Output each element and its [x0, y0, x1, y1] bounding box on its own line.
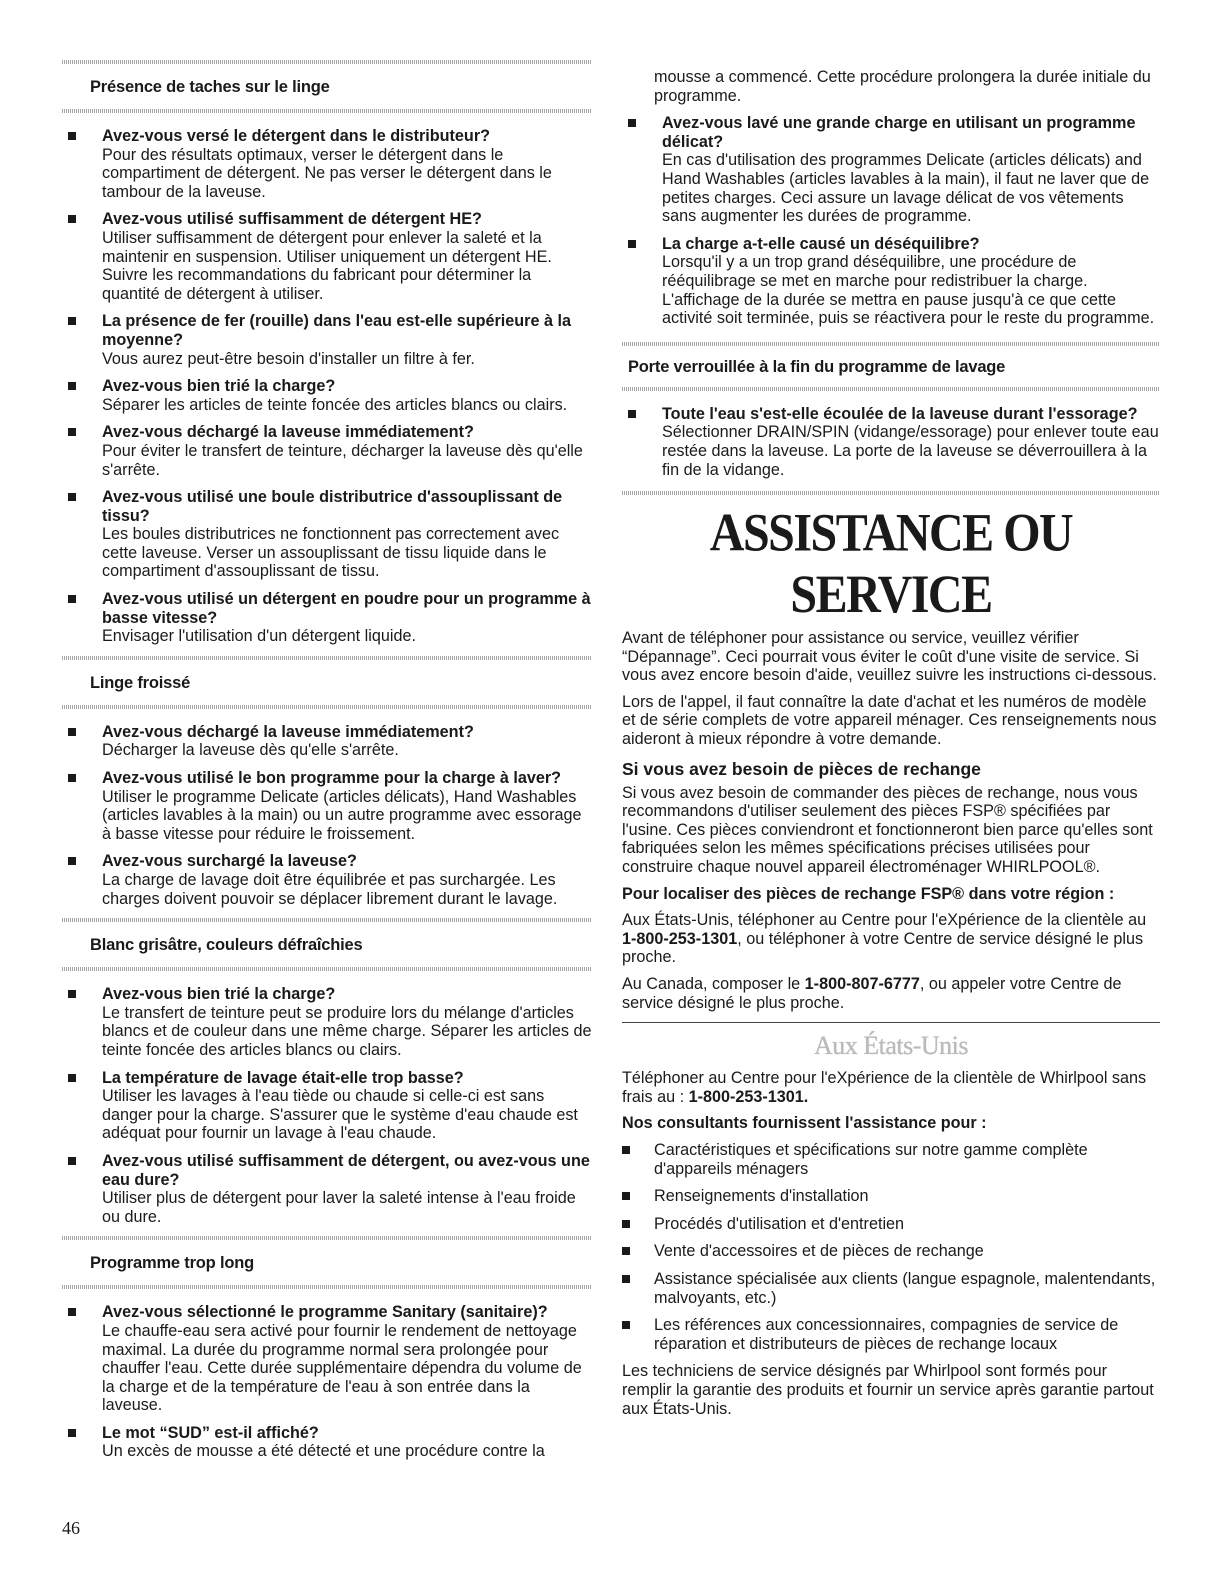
locate-heading: Pour localiser des pièces de rechange FSP® dans votre région :	[622, 884, 1115, 903]
consult-item	[622, 1141, 1160, 1178]
bullet-icon	[68, 774, 76, 782]
consult-item	[622, 1215, 1160, 1234]
item-question: Avez-vous déchargé la laveuse immédiatement?	[102, 722, 474, 741]
troubleshoot-item	[62, 312, 592, 368]
item-answer: Lorsqu'il y a un trop grand déséquilibre, une procédure de rééquilibrage se met en marche pour redistribuer la charge. L'affichage de la durée se mettra en pause jusqu'à ce que cette activité soit terminée, puis se réactivera pour le reste du programme.	[662, 253, 1155, 328]
troubleshoot-item	[62, 210, 592, 303]
bullet-icon	[68, 990, 76, 998]
item-answer: Utiliser les lavages à l'eau tiède ou chaude si celle-ci est sans danger pour la charge. S'assurer que le système d'eau chaude est adéquat pour fournir un lavage à l'eau chaude.	[102, 1087, 578, 1143]
consult-text: Renseignements d'installation	[654, 1187, 869, 1206]
item-question: Avez-vous bien trié la charge?	[102, 985, 336, 1004]
troubleshoot-item	[62, 423, 592, 479]
bullet-icon	[628, 410, 636, 418]
item-question: Avez-vous déchargé la laveuse immédiatement?	[102, 423, 474, 442]
page-title: ASSISTANCE OU SERVICE	[709, 503, 1073, 625]
consult-list	[622, 1141, 1160, 1353]
bullet-icon	[68, 132, 76, 140]
troubleshoot-item	[62, 488, 592, 581]
item-answer: Les boules distributrices ne fonctionnent pas correctement avec cette laveuse. Verser un assouplissant de tissu liquide dans le compartiment d'assouplissant de tissu.	[102, 525, 560, 581]
section-title: Présence de taches sur le linge	[90, 78, 330, 96]
troubleshoot-item	[622, 114, 1160, 226]
item-answer: Sélectionner DRAIN/SPIN (vidange/essorage) pour enlever toute eau restée dans la laveuse. La porte de la laveuse se déverrouillera à la fin de la vidange.	[662, 423, 1159, 479]
bullet-icon	[622, 1321, 630, 1329]
bullet-icon	[628, 119, 636, 127]
item-question: Avez-vous utilisé le bon programme pour la charge à laver?	[102, 769, 562, 788]
door-items	[622, 405, 1160, 479]
item-question: La charge a-t-elle causé un déséquilibre?	[662, 234, 980, 253]
bullet-icon	[68, 1074, 76, 1082]
section-divider	[62, 1285, 592, 1289]
consult-item	[622, 1270, 1160, 1307]
bullet-icon	[622, 1247, 630, 1255]
item-list	[62, 723, 592, 908]
troubleshoot-item	[622, 405, 1160, 479]
bullet-icon	[68, 1157, 76, 1165]
section-heading	[62, 1240, 592, 1285]
item-question: La température de lavage était-elle trop basse?	[102, 1068, 464, 1087]
consult-text: Procédés d'utilisation et d'entretien	[654, 1214, 905, 1233]
bullet-icon	[68, 1429, 76, 1437]
troubleshoot-item	[62, 769, 592, 843]
item-answer: Un excès de mousse a été détecté et une procédure contre la	[102, 1442, 545, 1461]
bullet-icon	[68, 317, 76, 325]
section-title: Programme trop long	[90, 1254, 254, 1273]
item-question: Avez-vous versé le détergent dans le distributeur?	[102, 127, 491, 145]
item-list	[62, 127, 592, 646]
troubleshoot-item	[62, 377, 592, 414]
section-divider	[622, 491, 1160, 495]
parts-heading: Si vous avez besoin de pièces de rechange	[622, 758, 981, 779]
item-question: Avez-vous utilisé un détergent en poudre pour un programme à basse vitesse?	[102, 590, 591, 627]
item-answer: Le transfert de teinture peut se produire lors du mélange d'articles blancs et de couleur dans une même charge. Séparer les articles de teinte foncée des articles blancs ou clairs.	[102, 1003, 592, 1059]
call-paragraph: Téléphoner au Centre pour l'eXpérience de la clientèle de Whirlpool sans frais au : 1-800-253-1301.	[622, 1069, 1147, 1106]
item-answer: Le chauffe-eau sera activé pour fournir le rendement de nettoyage maximal. La durée du programme normal sera prolongée pour chauffer l'eau. Cette durée supplémentaire dépendra du volume de la charge et de la température de l'eau à son entrée dans la laveuse.	[102, 1321, 582, 1415]
assist-paragraph-1: Avant de téléphoner pour assistance ou service, veuillez vérifier “Dépannage”. Ceci pourrait vous éviter le coût d'une visite de service. Si vous avez encore besoin d'aide, veuillez suivre les instructions ci-dessous.	[622, 629, 1157, 685]
item-question: Le mot “SUD” est-il affiché?	[102, 1423, 319, 1442]
bullet-icon	[622, 1275, 630, 1283]
bullet-icon	[68, 382, 76, 390]
consult-heading: Nos consultants fournissent l'assistance pour :	[622, 1114, 987, 1133]
section-title: Blanc grisâtre, couleurs défraîchies	[90, 936, 363, 955]
troubleshoot-item	[62, 985, 592, 1059]
section-divider	[62, 967, 592, 971]
bullet-icon	[68, 728, 76, 736]
item-question: La présence de fer (rouille) dans l'eau est-elle supérieure à la moyenne?	[102, 312, 571, 349]
item-answer: Utiliser le programme Delicate (articles délicats), Hand Washables (articles lavables à la main) ou un autre programme avec essorage à basse vitesse pour réduire le froissement.	[102, 787, 582, 843]
bullet-icon	[622, 1220, 630, 1228]
canada-phone: 1-800-807-6777	[804, 975, 920, 993]
continued-text: mousse a commencé. Cette procédure prolongera la durée initiale du programme.	[654, 68, 1151, 105]
us-paragraph: Aux États-Unis, téléphoner au Centre pour l'eXpérience de la clientèle au 1-800-253-1301, ou téléphoner à votre Centre de service désigné le plus proche.	[622, 911, 1147, 967]
left-column	[62, 60, 592, 1470]
troubleshoot-item	[62, 127, 592, 201]
assist-paragraph-2: Lors de l'appel, il faut connaître la date d'achat et les numéros de modèle et de série complets de votre appareil ménager. Ces renseignements nous aideront à mieux répondre à votre demande.	[622, 692, 1157, 749]
bullet-icon	[68, 1308, 76, 1316]
item-question: Avez-vous lavé une grande charge en utilisant un programme délicat?	[662, 114, 1136, 151]
parts-paragraph: Si vous avez besoin de commander des pièces de rechange, nous vous recommandons d'utiliser seulement des pièces FSP® spécifiées par l'usine. Ces pièces conviendront et fonctionneront bien parce qu'elles sont fabriquées selon les mêmes spécifications précises utilisées pour construire chaque nouvel appareil électroménager WHIRLPOOL®.	[622, 783, 1153, 877]
section-heading	[62, 64, 592, 109]
bullet-icon	[68, 493, 76, 501]
consult-item	[622, 1316, 1160, 1353]
section-heading	[62, 660, 592, 705]
bullet-icon	[68, 595, 76, 603]
item-answer: Décharger la laveuse dès qu'elle s'arrête.	[102, 741, 399, 760]
us-banner: Aux États-Unis	[813, 1031, 969, 1061]
item-question: Avez-vous sélectionné le programme Sanitary (sanitaire)?	[102, 1303, 548, 1322]
item-answer: En cas d'utilisation des programmes Delicate (articles délicats) and Hand Washables (articles lavables à la main), il faut ne laver que de petites charges. Ceci assure un lavage délicat de vos vêtements sans augmenter les durées de programme.	[662, 151, 1150, 226]
consult-text: Vente d'accessoires et de pièces de rechange	[654, 1242, 984, 1261]
section-heading	[62, 922, 592, 967]
continued-items	[622, 114, 1160, 328]
section-divider	[62, 705, 592, 709]
closing-paragraph: Les techniciens de service désignés par Whirlpool sont formés pour remplir la garantie des produits et fournir un service après garantie partout aux États-Unis.	[622, 1362, 1154, 1418]
item-question: Avez-vous surchargé la laveuse?	[102, 852, 357, 871]
item-question: Toute l'eau s'est-elle écoulée de la laveuse durant l'essorage?	[662, 404, 1138, 423]
troubleshoot-item	[62, 852, 592, 908]
item-question: Avez-vous utilisé suffisamment de détergent HE?	[102, 210, 482, 229]
item-answer: Pour éviter le transfert de teinture, décharger la laveuse dès qu'elle s'arrête.	[102, 441, 583, 479]
section-divider	[62, 109, 592, 113]
troubleshoot-item	[62, 1424, 592, 1461]
troubleshoot-item	[62, 723, 592, 760]
troubleshoot-item	[622, 235, 1160, 328]
item-answer: Utiliser plus de détergent pour laver la saleté intense à l'eau froide ou dure.	[102, 1189, 576, 1226]
item-answer: Utiliser suffisamment de détergent pour enlever la saleté et la maintenir en suspension. Utiliser uniquement un détergent HE. Suivre les recommandations du fabricant pour déterminer la quantité de détergent à utiliser.	[102, 228, 552, 303]
section-title: Porte verrouillée à la fin du programme de lavage	[628, 357, 1006, 376]
consult-item	[622, 1242, 1160, 1261]
item-list	[62, 985, 592, 1226]
bullet-icon	[628, 240, 636, 248]
bullet-icon	[68, 215, 76, 223]
item-question: Avez-vous bien trié la charge?	[102, 377, 336, 396]
item-question: Avez-vous utilisé une boule distributrice d'assouplissant de tissu?	[102, 488, 563, 525]
item-question: Avez-vous utilisé suffisamment de détergent, ou avez-vous une eau dure?	[102, 1151, 590, 1189]
section-divider	[622, 387, 1160, 391]
consult-text: Les références aux concessionnaires, compagnies de service de réparation et distributeurs de pièces de rechange locaux	[654, 1316, 1119, 1353]
call-phone: 1-800-253-1301.	[688, 1087, 809, 1106]
right-column	[622, 68, 1160, 1426]
item-answer: Envisager l'utilisation d'un détergent liquide.	[102, 627, 416, 646]
divider-line	[622, 1022, 1160, 1023]
item-answer: Séparer les articles de teinte foncée des articles blancs ou clairs.	[102, 395, 568, 414]
troubleshoot-item	[62, 1303, 592, 1415]
troubleshoot-item	[62, 1069, 592, 1143]
item-answer: La charge de lavage doit être équilibrée et pas surchargée. Les charges doivent pouvoir se déplacer librement durant le lavage.	[102, 871, 558, 908]
us-phone: 1-800-253-1301	[622, 929, 738, 948]
canada-paragraph: Au Canada, composer le 1-800-807-6777, ou appeler votre Centre de service désigné le plus proche.	[622, 975, 1122, 1012]
bullet-icon	[622, 1146, 630, 1154]
section-heading	[622, 346, 1160, 387]
bullet-icon	[68, 428, 76, 436]
page-number: 46	[62, 1518, 80, 1538]
consult-item	[622, 1187, 1160, 1206]
consult-text: Caractéristiques et spécifications sur notre gamme complète d'appareils ménagers	[654, 1140, 1088, 1178]
troubleshoot-item	[62, 1152, 592, 1226]
item-answer: Pour des résultats optimaux, verser le détergent dans le compartiment de détergent. Ne pas verser le détergent dans le tambour de la laveuse.	[102, 145, 552, 201]
bullet-icon	[622, 1192, 630, 1200]
item-list	[62, 1303, 592, 1461]
section-title: Linge froissé	[90, 673, 191, 692]
item-answer: Vous aurez peut-être besoin d'installer un filtre à fer.	[102, 349, 475, 368]
consult-text: Assistance spécialisée aux clients (langue espagnole, malentendants, malvoyants, etc.)	[654, 1269, 1156, 1307]
bullet-icon	[68, 857, 76, 865]
troubleshoot-item	[62, 590, 592, 646]
